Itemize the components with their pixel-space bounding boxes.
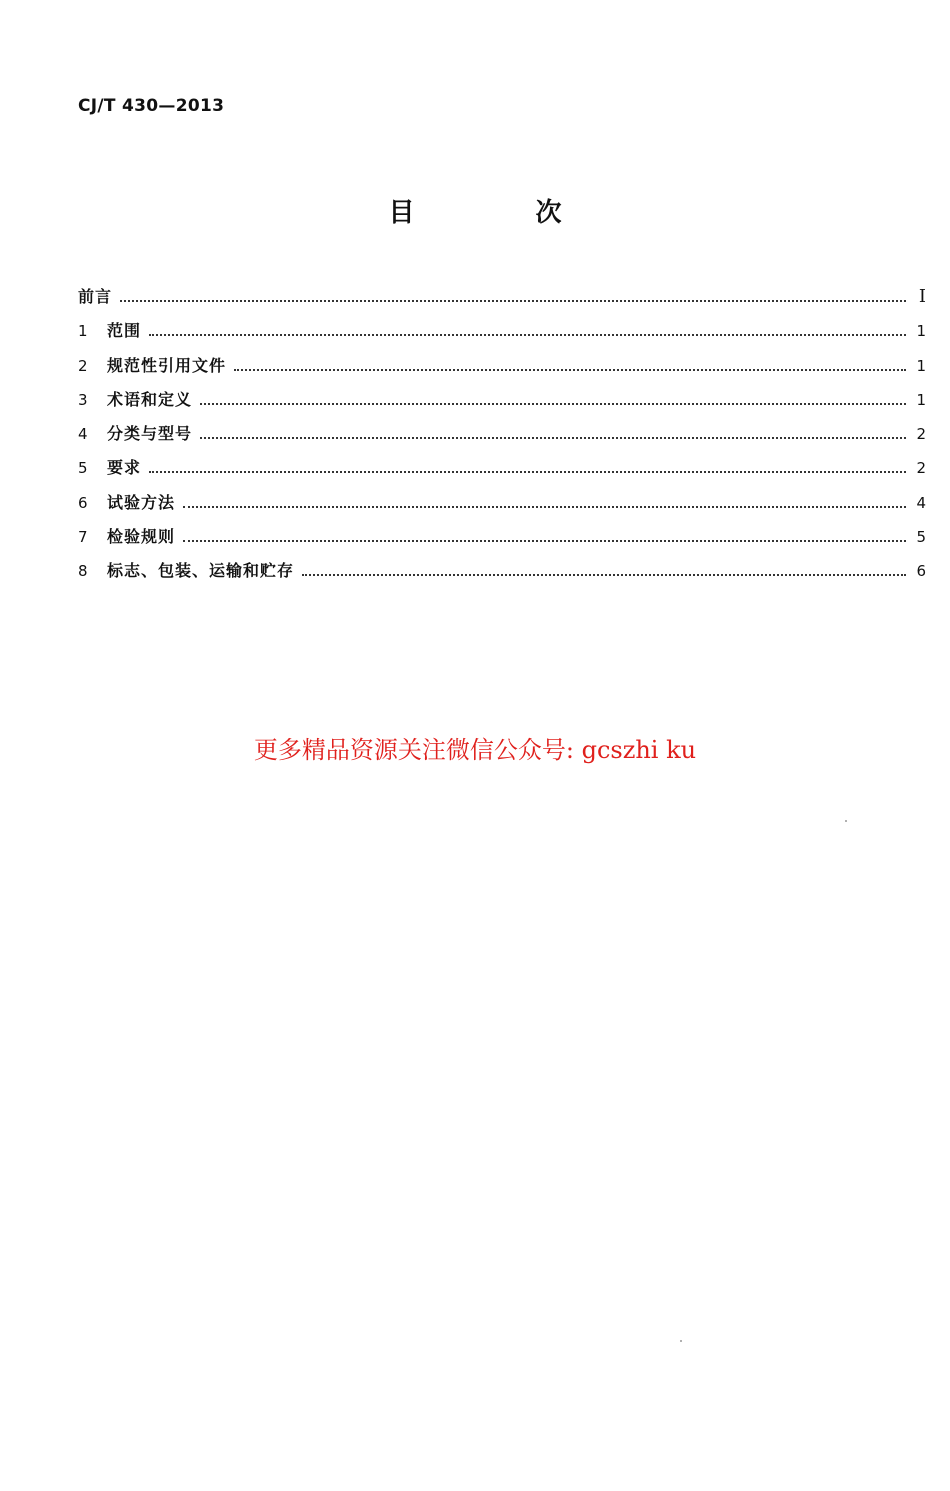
toc-entry-7[interactable]	[78, 524, 926, 558]
toc-entry-8[interactable]	[78, 558, 926, 592]
toc-entry-label: 试验方法	[107, 492, 176, 512]
toc-leader-dots	[120, 300, 906, 302]
toc-entry-page: 2	[916, 459, 926, 478]
toc-entry-page: 5	[916, 528, 926, 547]
toc-entry-foreword[interactable]	[78, 284, 926, 318]
wechat-watermark-text: 更多精品资源关注微信公众号: gcszhi ku	[253, 736, 697, 764]
toc-entry-page: 1	[916, 390, 926, 409]
scan-speck	[680, 1340, 682, 1342]
standard-code: CJ/T 430—2013	[78, 96, 225, 116]
toc-entry-label: 前言	[78, 287, 113, 306]
toc-entry-page: 4	[916, 493, 926, 512]
toc-entry-number: 5	[78, 459, 88, 478]
toc-leader-dots	[183, 540, 906, 542]
toc-entry-4[interactable]	[78, 421, 926, 455]
toc-entry-page: 2	[916, 425, 926, 444]
toc-entry-6[interactable]	[78, 490, 926, 524]
toc-title: 目 次	[388, 198, 618, 228]
toc-entry-page: I	[918, 286, 926, 307]
toc-entry-number: 6	[78, 493, 88, 512]
toc-entry-label: 术语和定义	[107, 389, 193, 409]
toc-entry-number: 7	[78, 528, 88, 547]
toc-entry-number: 4	[78, 425, 88, 444]
toc-entry-label: 规范性引用文件	[107, 355, 227, 375]
toc-list	[78, 284, 926, 593]
toc-entry-3[interactable]	[78, 387, 926, 421]
toc-entry-number: 1	[78, 322, 88, 341]
toc-leader-dots	[200, 437, 906, 439]
toc-entry-page: 1	[916, 356, 926, 375]
toc-leader-dots	[183, 506, 906, 508]
scan-speck	[845, 820, 847, 822]
toc-entry-label: 分类与型号	[107, 424, 193, 444]
toc-leader-dots	[234, 369, 906, 371]
toc-entry-label: 要求	[107, 458, 142, 478]
toc-entry-label: 范围	[107, 321, 142, 341]
toc-entry-5[interactable]	[78, 455, 926, 489]
toc-entry-1[interactable]	[78, 318, 926, 352]
toc-entry-label: 标志、包装、运输和贮存	[107, 561, 295, 581]
toc-entry-number: 3	[78, 390, 88, 409]
toc-leader-dots	[149, 334, 906, 336]
toc-entry-page: 6	[916, 562, 926, 581]
toc-entry-number: 2	[78, 356, 88, 375]
toc-entry-number: 8	[78, 562, 88, 581]
toc-entry-page: 1	[916, 322, 926, 341]
toc-leader-dots	[200, 403, 906, 405]
toc-entry-label: 检验规则	[107, 527, 176, 547]
toc-entry-2[interactable]	[78, 353, 926, 387]
toc-leader-dots	[302, 574, 906, 576]
toc-leader-dots	[149, 471, 906, 473]
